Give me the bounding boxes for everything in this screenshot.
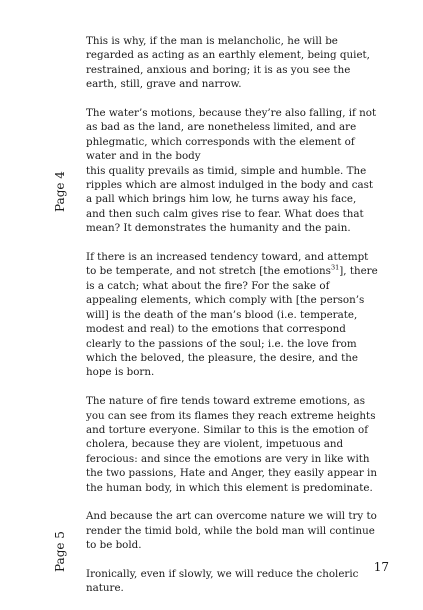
paragraph-water: The water’s motions, because they’re also falling, if not as bad as the land, are nonetheless limited, and are phlegmatic, which corresponds with the element of water and in the body	[86, 107, 377, 163]
paragraph-temperate-end: ], there is a catch; what about the fire? For the sake of appealing elements, which comply with [the person’s will] is the death of the man’s blood (i.e. temperate, modest and real) to the emotions that correspond clearly to the passions of the soul; i.e. the love from which the beloved, the pleasure, the desire, and the hope is born.	[86, 265, 378, 379]
body-text	[86, 34, 378, 610]
paragraph-choleric: Ironically, even if slowly, we will reduce the choleric nature.	[86, 567, 359, 595]
footnote-marker: 31	[330, 264, 340, 273]
paragraph-temperate	[86, 250, 378, 380]
paragraph-phlegmatic: this quality prevails as timid, simple and humble. The ripples which are almost indulged in the body and cast a pall which brings him low, he turns away his face, and then such calm gives rise to fear. What does that mean? It demonstrates the humanity and the pain.	[86, 164, 374, 235]
page-number: 17	[373, 560, 389, 574]
paragraph-temperate-start: If there is an increased tendency toward, and attempt to be temperate, and not stretch [the emotions	[86, 251, 369, 278]
paragraph-art: And because the art can overcome nature we will try to render the timid bold, while the bold man will continue to be bold.	[86, 510, 377, 552]
paragraph-melancholic: This is why, if the man is melancholic, he will be regarded as acting as an earthly element, being quiet, restrained, anxious and boring; it is as you see the earth, still, grave and narrow.	[86, 35, 370, 91]
margin-marker-page-4: Page 4	[53, 171, 67, 212]
margin-marker-page-5: Page 5	[53, 531, 67, 572]
paragraph-fire: The nature of fire tends toward extreme emotions, as you can see from its flames they reach extreme heights and torture everyone. Similar to this is the emotion of cholera, because they are violent, impetuous and ferocious: and since the emotions are very in like with the two passions, Hate and Anger, they easily appear in the human body, in which this element is predominate.	[86, 395, 377, 494]
